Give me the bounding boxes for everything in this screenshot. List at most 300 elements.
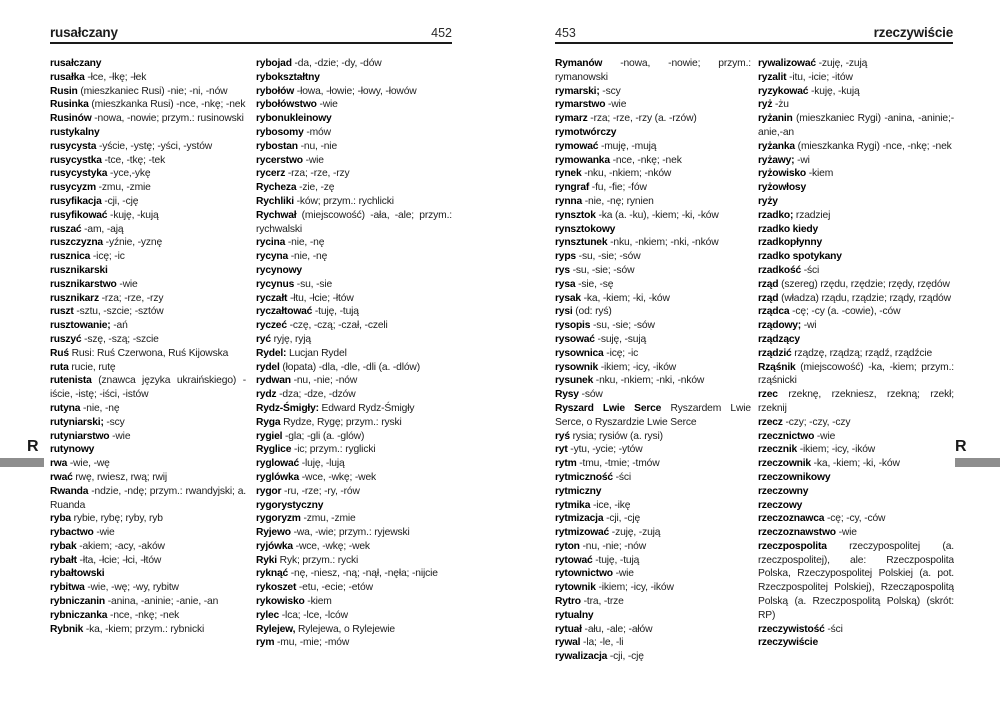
headword: rytownik (555, 582, 596, 594)
headword: rybałt (50, 554, 77, 566)
headword: rutenista (50, 375, 92, 387)
headword: rybitwa (50, 582, 85, 594)
running-head-left (50, 22, 452, 42)
headword: rynsztokowy (555, 223, 616, 235)
headword: ryżanin (758, 113, 793, 125)
dictionary-entry: rywalizacja -cji, -cję (555, 651, 644, 663)
headword: rusztowanie; (50, 320, 111, 332)
headword: rządzić (758, 347, 792, 359)
dictionary-entry: rymarz -rza; -rze, -rzy (a. -rzów) (555, 113, 697, 125)
headword: rytmiczny (555, 485, 602, 497)
headword: ryżowłosy (758, 182, 806, 194)
dictionary-entry: Rysy -sów (555, 389, 603, 401)
headword: ryczeć (256, 320, 287, 332)
headword: Rusinka (50, 99, 89, 111)
dictionary-entry: rylec -lca; -lce, -lców (256, 609, 348, 621)
headword: ryczałtować (256, 306, 313, 318)
headword: rusycysta (50, 140, 97, 152)
headword: rycerstwo (256, 154, 303, 166)
headword: Ryjewo (256, 527, 291, 539)
headword: ryngraf (555, 182, 590, 194)
headword: rusyfikować (50, 209, 108, 221)
headword: Rząśnik (758, 361, 796, 373)
dictionary-entry: rząd (szereg) rzędu, rzędzie; rzędy, rzędów (758, 278, 950, 290)
headword: rybonukleinowy (256, 113, 332, 125)
dictionary-entry: Rydz-Śmigły: Edward Rydz-Śmigły (256, 402, 415, 414)
headword: rymarstwo (555, 99, 606, 111)
headword: Rydz-Śmigły: (256, 402, 319, 414)
dictionary-entry (50, 567, 246, 581)
headword: rygiel (256, 430, 283, 442)
dictionary-entry: rytmika -ice, -ikę (555, 499, 631, 511)
dictionary-entry (555, 609, 751, 623)
dictionary-entry (758, 250, 954, 264)
dictionary-entry (50, 126, 246, 140)
dictionary-entry: ryżawy; -wi (758, 154, 810, 166)
dictionary-entry: rybitwa -wie, -wę; -wy, rybitw (50, 582, 179, 594)
dictionary-entry: rynna -nie, -nę; rynien (555, 195, 654, 207)
dictionary-entry: rzecznictwo -wie (758, 430, 836, 442)
dictionary-entry: rutyniarstwo -wie (50, 430, 131, 442)
headword: rynek (555, 168, 582, 180)
headword: rymarski; (555, 85, 600, 97)
header-rule-left (50, 42, 452, 44)
headword: rytm (555, 458, 577, 470)
dictionary-entry: rządca -cę; -cy (a. -cowie), -ców (758, 306, 901, 318)
thumb-index-bar (955, 458, 1000, 467)
headword: rzadkość (758, 264, 802, 276)
dictionary-entry: rybosomy -mów (256, 126, 331, 138)
headword: rusałka (50, 71, 85, 83)
headword: ruszczyzna (50, 237, 103, 249)
headword: rusałczany (50, 58, 102, 69)
headword: ryton (555, 540, 580, 552)
dictionary-entry: ryt -ytu, -ycie; -ytów (555, 444, 643, 456)
page-number-right: 453 (555, 26, 576, 40)
dictionary-entry: rzeczpospolita rzeczypospolitej (a. rzeczpospolitej), ale: Rzeczpospolita Polska, Rzeczypospolitej Polskiej (a. pot. Rzeczpospolitej Polskiej), Rzecząpospolitą Polską (a. Rzeczpospolitą Polską) (skrót: RP) (758, 540, 954, 621)
dictionary-entry: rybactwo -wie (50, 527, 115, 539)
dictionary-entry: ruszczyzna -yźnie, -yznę (50, 237, 163, 249)
dictionary-entry (555, 223, 751, 237)
dictionary-entry: rysować -suję, -sują (555, 333, 647, 345)
dictionary-entry: rytować -tuję, -tują (555, 554, 640, 566)
headword: ryt (555, 444, 568, 456)
headword: rzeczpospolita (758, 540, 827, 552)
headword: ryjówka (256, 540, 293, 552)
dictionary-entry: ruszt -sztu, -szcie; -sztów (50, 306, 164, 318)
dictionary-entry: rygoryzm -zmu, -zmie (256, 513, 356, 525)
headword: ruta (50, 361, 69, 373)
dictionary-entry: rutenista (znawca języka ukraińskiego) -iście, -istę; -iści, -istów (50, 375, 246, 401)
headword: rusycystyka (50, 168, 108, 180)
dictionary-entry (256, 499, 452, 513)
headword: rysa (555, 278, 576, 290)
dictionary-entry: ryż -żu (758, 99, 789, 111)
headword: Rymanów (555, 58, 603, 69)
headword: rygorystyczny (256, 499, 324, 511)
dictionary-entry: rymowanka -nce, -nkę; -nek (555, 154, 682, 166)
dictionary-entry: ryczałt -łtu, -łcie; -łtów (256, 292, 354, 304)
entries-column-right-1 (555, 57, 751, 671)
headword: rycyna (256, 251, 289, 263)
dictionary-entry: rycina -nie, -nę (256, 237, 325, 249)
dictionary-entry: rysa -sie, -sę (555, 278, 614, 290)
headword: rzeczownikowy (758, 471, 831, 483)
dictionary-entry (758, 223, 954, 237)
headword: rzeczowy (758, 499, 803, 511)
headword: ryżawy; (758, 154, 795, 166)
headword: rutyna (50, 402, 81, 414)
headword: ryknąć (256, 568, 289, 580)
dictionary-entry: rządzić rządzę, rządzą; rządź, rządźcie (758, 347, 933, 359)
dictionary-entry: ryngraf -fu, -fie; -fów (555, 182, 647, 194)
dictionary-entry: Ryki Ryk; przym.: rycki (256, 554, 359, 566)
dictionary-entry: rymarski; -scy (555, 85, 621, 97)
headword: rytmizować (555, 527, 610, 539)
dictionary-entry: ruszać -am, -ają (50, 223, 124, 235)
dictionary-entry (758, 485, 954, 499)
headword: rycynus (256, 278, 295, 290)
thumb-index-letter: R (27, 438, 39, 455)
dictionary-entry: Rymanów -nowa, -nowie; przym.: rymanowski (555, 58, 751, 83)
entries-column-left-2 (256, 57, 452, 671)
dictionary-entry: ryton -nu, -nie; -nów (555, 540, 647, 552)
dictionary-entry (758, 181, 954, 195)
dictionary-entry: rykoszet -etu, -ecie; -etów (256, 582, 373, 594)
dictionary-entry: Ryglice -ic; przym.: ryglicki (256, 444, 376, 456)
headword: rusycyzm (50, 182, 96, 194)
headword: rządca (758, 306, 790, 318)
dictionary-entry: rzadkość -ści (758, 264, 820, 276)
dictionary-entry (758, 636, 954, 650)
dictionary-entry (758, 471, 954, 485)
headword: rzadkopłynny (758, 237, 822, 249)
headword: rylec (256, 609, 280, 621)
headword: Ruś (50, 347, 69, 359)
dictionary-entry: rybołów -łowa, -łowie; -łowy, -łowów (256, 85, 417, 97)
dictionary-entry: ruta rucie, rutę (50, 361, 116, 373)
dictionary-entry: ryć ryję, ryją (256, 333, 311, 345)
dictionary-entry: rydwan -nu, -nie; -nów (256, 375, 358, 387)
headword: ruszyć (50, 333, 82, 345)
dictionary-entry: ryżowisko -kiem (758, 168, 834, 180)
headword: rzecznik (758, 444, 798, 456)
headword: rusznikarz (50, 292, 99, 304)
dictionary-entry: rysak -ka, -kiem; -ki, -ków (555, 292, 670, 304)
headword: ruszać (50, 223, 82, 235)
dictionary-entry: ryknąć -nę, -niesz, -ną; -nął, -nęła; -nijcie (256, 568, 438, 580)
headword: rytmika (555, 499, 591, 511)
headword: rynna (555, 195, 583, 207)
headword: Rydel: (256, 347, 287, 359)
dictionary-entry: Ryjewo -wa, -wie; przym.: ryjewski (256, 527, 410, 539)
dictionary-entry: rzeczywistość -ści (758, 623, 843, 635)
headword: Rylejew, (256, 623, 296, 635)
dictionary-entry: rusyfikacja -cji, -cję (50, 195, 139, 207)
headword: Rwanda (50, 485, 89, 497)
dictionary-entry: rytmiczność -ści (555, 471, 632, 483)
headword: Rytro (555, 596, 581, 608)
dictionary-entry: rysi (od: ryś) (555, 306, 612, 318)
dictionary-entry: rynsztunek -nku, -nkiem; -nki, -nków (555, 237, 719, 249)
headword: rzecz (758, 416, 783, 428)
dictionary-entry: rycyna -nie, -nę (256, 251, 328, 263)
headword: rybniczanka (50, 609, 108, 621)
headword: ryglówka (256, 471, 300, 483)
dictionary-entry: rynek -nku, -nkiem; -nków (555, 168, 672, 180)
headword: rydz (256, 389, 277, 401)
dictionary-entry: Ryszard Lwie Serce Ryszardem Lwie Serce, o Ryszardzie Lwie Serce (555, 402, 751, 428)
headword: rwać (50, 471, 73, 483)
dictionary-entry: rybostan -nu, -nie (256, 140, 338, 152)
headword: rybojad (256, 58, 292, 69)
headword: rytować (555, 554, 593, 566)
dictionary-entry: rycerz -rza; -rze, -rzy (256, 168, 350, 180)
entries-column-left-1 (50, 57, 246, 671)
dictionary-entry: rycerstwo -wie (256, 154, 324, 166)
headword: rygoryzm (256, 513, 301, 525)
dictionary-entry: rusycyzm -zmu, -zmie (50, 182, 151, 194)
dictionary-entry: ryżanka (mieszkanka Rygi) -nce, -nkę; -nek (758, 140, 952, 152)
guide-word-right: rzeczywiście (873, 25, 953, 40)
headword: ryś (555, 430, 570, 442)
dictionary-entry: Rybnik -ka, -kiem; przym.: rybnicki (50, 623, 205, 635)
dictionary-entry: Rusinów -nowa, -nowie; przym.: rusinowski (50, 113, 244, 125)
dictionary-entry: rzeczownik -ka, -kiem; -ki, -ków (758, 458, 900, 470)
dictionary-entry: rutyniarski; -scy (50, 416, 125, 428)
dictionary-entry (555, 485, 751, 499)
dictionary-entry: rygiel -gla; -gli (a. -glów) (256, 430, 365, 442)
dictionary-entry: rytmizować -zuję, -zują (555, 527, 661, 539)
dictionary-entry: rycynus -su, -sie (256, 278, 333, 290)
headword: Rychwał (256, 209, 297, 221)
dictionary-entry: rusałka -łce, -łkę; -łek (50, 71, 147, 83)
dictionary-entry (758, 236, 954, 250)
header-rule-right (555, 42, 953, 44)
dictionary-entry: ryś rysia; rysiów (a. rysi) (555, 430, 663, 442)
dictionary-entry (555, 126, 751, 140)
headword: rybactwo (50, 527, 94, 539)
headword: rzeczoznawca (758, 513, 825, 525)
headword: ryczałt (256, 292, 288, 304)
dictionary-entry: rymarstwo -wie (555, 99, 627, 111)
headword: ryżanka (758, 140, 795, 152)
dictionary-entry: ryżanin (mieszkaniec Rygi) -anina, -aninie;-anie,-an (758, 113, 954, 138)
headword: rzeczywiście (758, 637, 818, 649)
headword: ryzalit (758, 71, 787, 83)
headword: Ryszard Lwie Serce (555, 402, 662, 414)
dictionary-entry: ryzykować -kuję, -kują (758, 85, 860, 97)
headword: rybniczanin (50, 596, 106, 608)
headword: Rychliki (256, 195, 294, 207)
dictionary-entry: rwa -wie, -wę (50, 458, 110, 470)
headword: rybałtowski (50, 568, 105, 580)
headword: rządzący (758, 333, 800, 345)
dictionary-entry: rywal -la; -le, -li (555, 637, 624, 649)
headword: rymotwórczy (555, 126, 617, 138)
dictionary-entry (50, 443, 246, 457)
dictionary-entry: rzadko; rzadziej (758, 209, 831, 221)
headword: rybołówstwo (256, 99, 317, 111)
dictionary-entry: rysopis -su, -sie; -sów (555, 320, 655, 332)
dictionary-entry: rys -su, -sie; -sów (555, 264, 635, 276)
headword: rytownictwo (555, 568, 613, 580)
dictionary-entry: ryglować -luję, -lują (256, 458, 345, 470)
dictionary-entry: rygor -ru, -rze; -ry, -rów (256, 485, 360, 497)
dictionary-entry: Rychwał (miejscowość) -ała, -ale; przym.: rychwalski (256, 209, 452, 235)
headword: rydel (256, 361, 280, 373)
headword: rusznikarstwo (50, 278, 117, 290)
dictionary-entry: rządowy; -wi (758, 320, 817, 332)
headword: rzeczownik (758, 458, 811, 470)
headword: rutynowy (50, 444, 95, 456)
dictionary-entry: Rząśnik (miejscowość) -ka, -kiem; przym.: rząśnicki (758, 361, 954, 387)
dictionary-entry: rytownik -ikiem; -icy, -ików (555, 582, 674, 594)
dictionary-entry: Rychliki -ków; przym.: rychlicki (256, 195, 394, 207)
dictionary-entry: rusztowanie; -ań (50, 320, 128, 332)
dictionary-entry: ryjówka -wce, -wkę; -wek (256, 540, 370, 552)
headword: Ryga (256, 416, 281, 428)
headword: rytualny (555, 609, 594, 621)
headword: rytmiczność (555, 471, 613, 483)
dictionary-entry: rusycystyka -yce,-ykę (50, 168, 151, 180)
dictionary-entry: rzeczoznawca -cę; -cy, -ców (758, 513, 886, 525)
dictionary-entry: rusznikarz -rza; -rze, -rzy (50, 292, 164, 304)
dictionary-entry: rytownictwo -wie (555, 568, 634, 580)
headword: Rusinów (50, 113, 92, 125)
dictionary-entry: Ryga Rydze, Rygę; przym.: ryski (256, 416, 402, 428)
headword: ryps (555, 251, 576, 263)
headword: rwa (50, 458, 68, 470)
dictionary-entry: Ruś Rusi: Ruś Czerwona, Ruś Kijowska (50, 347, 229, 359)
dictionary-entry: ryczeć -czę, -czą; -czał, -czeli (256, 320, 388, 332)
headword: ryżowisko (758, 168, 806, 180)
dictionary-entry: rusznikarstwo -wie (50, 278, 138, 290)
thumb-index-letter: R (955, 438, 967, 455)
dictionary-entry: rusycysta -yście, -ystę; -yści, -ystów (50, 140, 213, 152)
dictionary-entry: ryczałtować -tuję, -tują (256, 306, 359, 318)
headword: rywalizacja (555, 651, 608, 663)
headword: rysopis (555, 320, 591, 332)
dictionary-entry: rybniczanin -anina, -aninie; -anie, -an (50, 596, 219, 608)
dictionary-entry: Rusin (mieszkaniec Rusi) -nie; -ni, -nów (50, 85, 228, 97)
dictionary-entry: rytuał -ału, -ale; -ałów (555, 623, 653, 635)
dictionary-entry: ryzalit -itu, -icie; -itów (758, 71, 853, 83)
headword: rzecznictwo (758, 430, 815, 442)
dictionary-entry: rwać rwę, rwiesz, rwą; rwij (50, 471, 168, 483)
dictionary-entry: rybojad -da, -dzie; -dy, -dów (256, 58, 382, 69)
headword: rytmizacja (555, 513, 604, 525)
dictionary-entry: rusyfikować -kuję, -kują (50, 209, 159, 221)
dictionary-entry (50, 264, 246, 278)
dictionary-entry (50, 57, 246, 71)
dictionary-entry: Rydel: Lucjan Rydel (256, 347, 347, 359)
dictionary-entry: rymować -muję, -mują (555, 140, 657, 152)
headword: rusycystka (50, 154, 102, 166)
running-head-right (555, 22, 953, 42)
dictionary-entry: rydel (łopata) -dla, -dle, -dli (a. -dlów) (256, 361, 420, 373)
dictionary-entry: Rylejew, Rylejewa, o Rylejewie (256, 623, 395, 635)
headword: rycerz (256, 168, 286, 180)
headword: rym (256, 637, 275, 649)
guide-word-left: rusałczany (50, 25, 118, 40)
dictionary-entry: rząd (władza) rządu, rządzie; rządy, rządów (758, 292, 951, 304)
headword: rustykalny (50, 126, 100, 138)
headword: rząd (758, 292, 779, 304)
dictionary-entry: ryba rybie, rybę; ryby, ryb (50, 513, 163, 525)
headword: ryży (758, 195, 778, 207)
headword: rutyniarski; (50, 416, 104, 428)
dictionary-entry: rzecz -czy; -czy, -czy (758, 416, 851, 428)
headword: rycina (256, 237, 286, 249)
headword: rządowy; (758, 320, 802, 332)
thumb-index-bar (0, 458, 44, 467)
dictionary-entry: rusycystka -tce, -tkę; -tek (50, 154, 166, 166)
headword: rybołów (256, 85, 295, 97)
headword: Ryki (256, 554, 277, 566)
dictionary-entry: rzeczoznawstwo -wie (758, 527, 857, 539)
headword: rytuał (555, 623, 582, 635)
dictionary-entry: ryglówka -wce, -wkę; -wek (256, 471, 377, 483)
headword: rygor (256, 485, 282, 497)
headword: rysi (555, 306, 573, 318)
headword: rusznikarski (50, 264, 108, 276)
headword: Rysy (555, 389, 579, 401)
page-number-left: 452 (431, 26, 452, 40)
headword: rynsztunek (555, 237, 608, 249)
dictionary-entry: rutyna -nie, -nę (50, 402, 120, 414)
headword: rynsztok (555, 209, 596, 221)
headword: rymować (555, 140, 599, 152)
headword: rząd (758, 278, 779, 290)
dictionary-entry: rykowisko -kiem (256, 596, 332, 608)
dictionary-entry: Rytro -tra, -trze (555, 596, 624, 608)
dictionary-entry (758, 195, 954, 209)
headword: rys (555, 264, 570, 276)
headword: rymowanka (555, 154, 610, 166)
dictionary-entry: rydz -dza; -dze, -dzów (256, 389, 356, 401)
headword: rzeczowny (758, 485, 809, 497)
dictionary-entry: rytmizacja -cji, -cję (555, 513, 641, 525)
dictionary-entry: rynsztok -ka (a. -ku), -kiem; -ki, -ków (555, 209, 719, 221)
headword: ryba (50, 513, 71, 525)
headword: rutyniarstwo (50, 430, 110, 442)
headword: ryglować (256, 458, 300, 470)
dictionary-entry: rysownica -icę; -ic (555, 347, 639, 359)
headword: ryć (256, 333, 271, 345)
dictionary-entry (256, 71, 452, 85)
headword: rywal (555, 637, 581, 649)
headword: rysownica (555, 347, 604, 359)
headword: rywalizować (758, 58, 816, 69)
dictionary-entry: rybak -akiem; -acy, -aków (50, 540, 165, 552)
headword: Rycheza (256, 182, 297, 194)
dictionary-entry: rusznica -icę; -ic (50, 251, 125, 263)
headword: ryż (758, 99, 773, 111)
dictionary-entry: Rwanda -ndzie, -ndę; przym.: rwandyjski; a. Ruanda (50, 485, 246, 511)
dictionary-entry: ryps -su, -sie; -sów (555, 251, 641, 263)
dictionary-entry: rywalizować -zuję, -zują (758, 58, 868, 69)
dictionary-entry: rytm -tmu, -tmie; -tmów (555, 458, 660, 470)
dictionary-entry: rybołówstwo -wie (256, 99, 338, 111)
headword: rysak (555, 292, 581, 304)
headword: rybak (50, 540, 77, 552)
dictionary-entry: rysunek -nku, -nkiem; -nki, -nków (555, 375, 705, 387)
headword: Rybnik (50, 623, 84, 635)
dictionary-entry (758, 499, 954, 513)
dictionary-entry: rym -mu, -mie; -mów (256, 637, 350, 649)
headword: Rusin (50, 85, 78, 97)
